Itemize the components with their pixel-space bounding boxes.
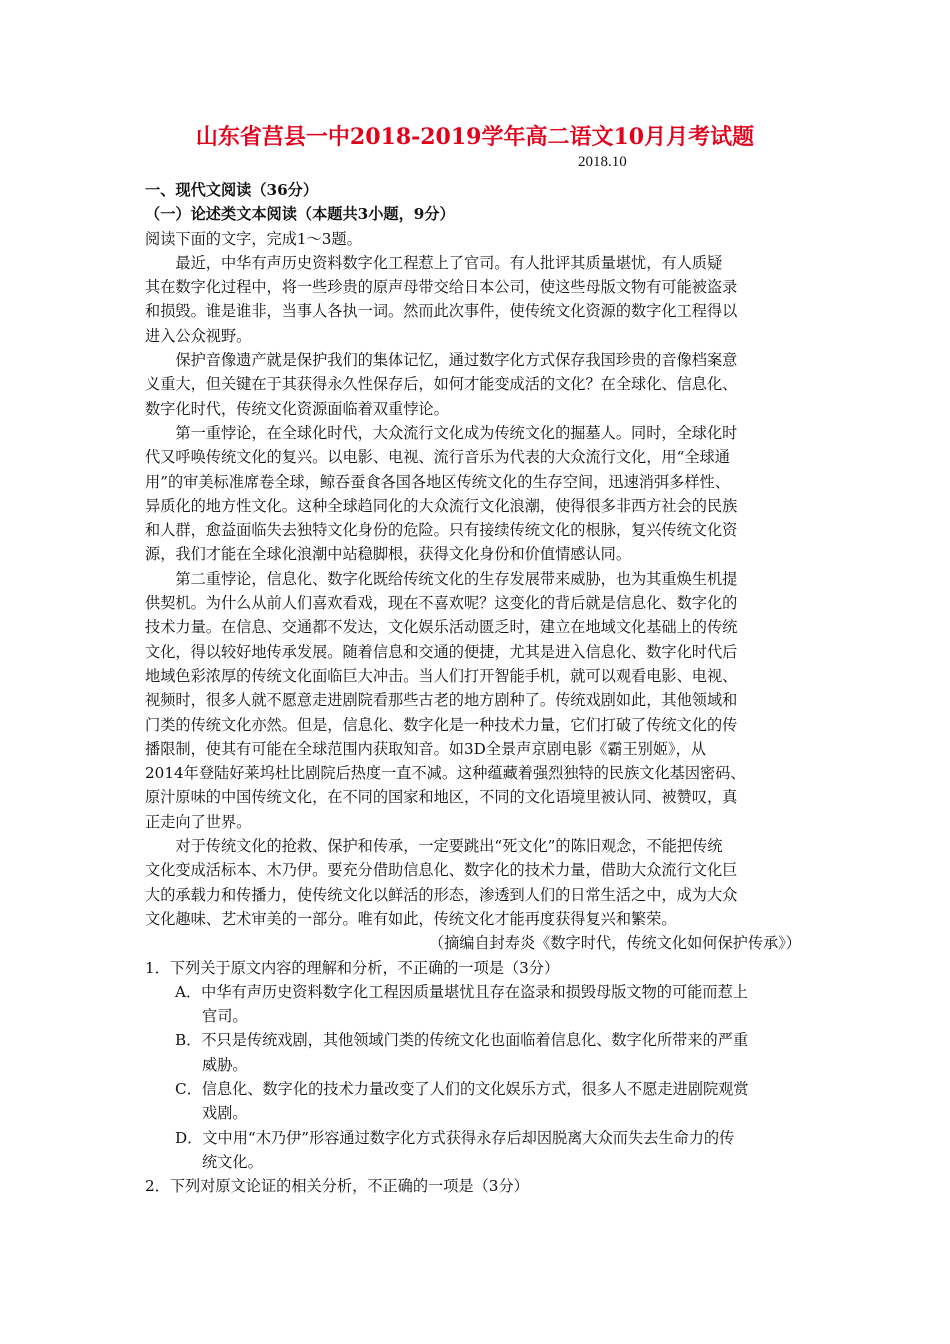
question-2: [145, 1174, 809, 1198]
document-date: 2018.10: [578, 154, 627, 170]
subsection-heading: （一）论述类文本阅读（本题共3小题，9分）: [145, 205, 455, 224]
document-title: 山东省莒县一中2018-2019学年高二语文10月月考试题: [195, 124, 755, 150]
passage-line: 门类的传统文化亦然。但是，信息化、数字化是一种技术力量，它们打破了传统文化的传: [145, 715, 738, 734]
passage-line: 义重大，但关键在于其获得永久性保存后，如何才能变成活的文化？在全球化、信息化、: [145, 375, 738, 394]
passage-line: 数字化时代，传统文化资源面临着双重悖论。: [145, 399, 449, 418]
passage-line: 对于传统文化的抢救、保护和传承，一定要跳出“死文化”的陈旧观念，不能把传统: [145, 837, 723, 856]
passage-line: 第一重悖论，在全球化时代，大众流行文化成为传统文化的掘墓人。同时，全球化时: [145, 423, 738, 442]
passage-line: 保护音像遗产就是保护我们的集体记忆，通过数字化方式保存我国珍贵的音像档案意: [145, 351, 738, 370]
option-a-continued: 官司。: [202, 1007, 248, 1026]
passage-line: 最近，中华有声历史资料数字化工程惹上了官司。有人批评其质量堪忧，有人质疑: [145, 253, 723, 272]
passage-line: 文化趣味、艺术审美的一部分。唯有如此，传统文化才能再度获得复兴和繁荣。: [145, 909, 677, 928]
passage-line: 进入公众视野。: [145, 326, 252, 345]
option-c: C．信息化、数字化的技术力量改变了人们的文化娱乐方式，很多人不愿走进剧院观赏: [175, 1079, 749, 1098]
passage-line: 文化变成活标本、木乃伊。要充分借助信息化、数字化的技术力量，借助大众流行文化巨: [145, 861, 738, 880]
passage-line: 异质化的地方性文化。这种全球趋同化的大众流行文化浪潮，使得很多非西方社会的民族: [145, 496, 738, 515]
option-a: A．中华有声历史资料数字化工程因质量堪忧且存在盗录和损毁母版文物的可能而惹上: [175, 982, 748, 1001]
passage-line: 代又呼唤传统文化的复兴。以电影、电视、流行音乐为代表的大众流行文化，用“全球通: [145, 448, 730, 467]
passage-line: 播限制，使其有可能在全球范围内获取知音。如3D全景声京剧电影《霸王别姬》，从: [145, 739, 706, 758]
passage-line: 原汁原味的中国传统文化，在不同的国家和地区，不同的文化语境里被认同、被赞叹，真: [145, 788, 738, 807]
option-d: D．文中用“木乃伊”形容通过数字化方式获得永存后却因脱离大众而失去生命力的传: [175, 1128, 735, 1147]
passage: [145, 251, 809, 956]
passage-line: 供契机。为什么从前人们喜欢看戏，现在不喜欢呢？这变化的背后就是信息化、数字化的: [145, 594, 738, 613]
passage-line: 正走向了世界。: [145, 812, 252, 831]
question-1: [145, 956, 809, 1175]
option-b: B．不只是传统戏剧，其他领域门类的传统文化也面临着信息化、数字化所带来的严重: [175, 1031, 749, 1050]
passage-line: 用”的审美标准席卷全球，鲸吞蚕食各国各地区传统文化的生存空间，迅速消弭多样性、: [145, 472, 730, 491]
option-b-continued: 威胁。: [202, 1055, 248, 1074]
document-body: [145, 178, 809, 1198]
passage-line: 其在数字化过程中，将一些珍贵的原声母带交给日本公司，使这些母版文物有可能被盗录: [145, 278, 738, 297]
section-heading: 一、现代文阅读（36分）: [145, 181, 319, 199]
reading-instruction: 阅读下面的文字，完成1～3题。: [145, 229, 362, 248]
question-stem: 1．下列关于原文内容的理解和分析，不正确的一项是（3分）: [145, 958, 560, 977]
passage-line: 第二重悖论，信息化、数字化既给传统文化的生存发展带来威胁，也为其重焕生机提: [145, 569, 738, 588]
passage-line: 和损毁。谁是谁非，当事人各执一词。然而此次事件，使传统文化资源的数字化工程得以: [145, 302, 738, 321]
option-d-continued: 统文化。: [202, 1152, 263, 1171]
passage-line: 视频时，很多人就不愿意走进剧院看那些古老的地方剧种了。传统戏剧如此，其他领域和: [145, 691, 738, 710]
question-stem: 2．下列对原文论证的相关分析，不正确的一项是（3分）: [145, 1177, 529, 1196]
passage-line: 和人群，愈益面临失去独特文化身份的危险。只有接续传统文化的根脉，复兴传统文化资: [145, 521, 738, 540]
option-c-continued: 戏剧。: [202, 1104, 248, 1123]
passage-line: 2014年登陆好莱坞杜比剧院后热度一直不减。这种蕴藏着强烈独特的民族文化基因密码、: [145, 764, 746, 783]
passage-line: 文化，得以较好地传承发展。随着信息和交通的便捷，尤其是进入信息化、数字化时代后: [145, 642, 738, 661]
passage-line: 地域色彩浓厚的传统文化面临巨大冲击。当人们打开智能手机，就可以观看电影、电视、: [145, 666, 738, 685]
passage-line: 源，我们才能在全球化浪潮中站稳脚根，获得文化身份和价值情感认同。: [145, 545, 631, 564]
passage-source: （摘编自封寿炎《数字时代，传统文化如何保护传承》）: [428, 934, 801, 953]
passage-line: 技术力量。在信息、交通都不发达，文化娱乐活动匮乏时，建立在地域文化基础上的传统: [145, 618, 738, 637]
passage-line: 大的承载力和传播力，使传统文化以鲜活的形态，渗透到人们的日常生活之中，成为大众: [145, 885, 738, 904]
